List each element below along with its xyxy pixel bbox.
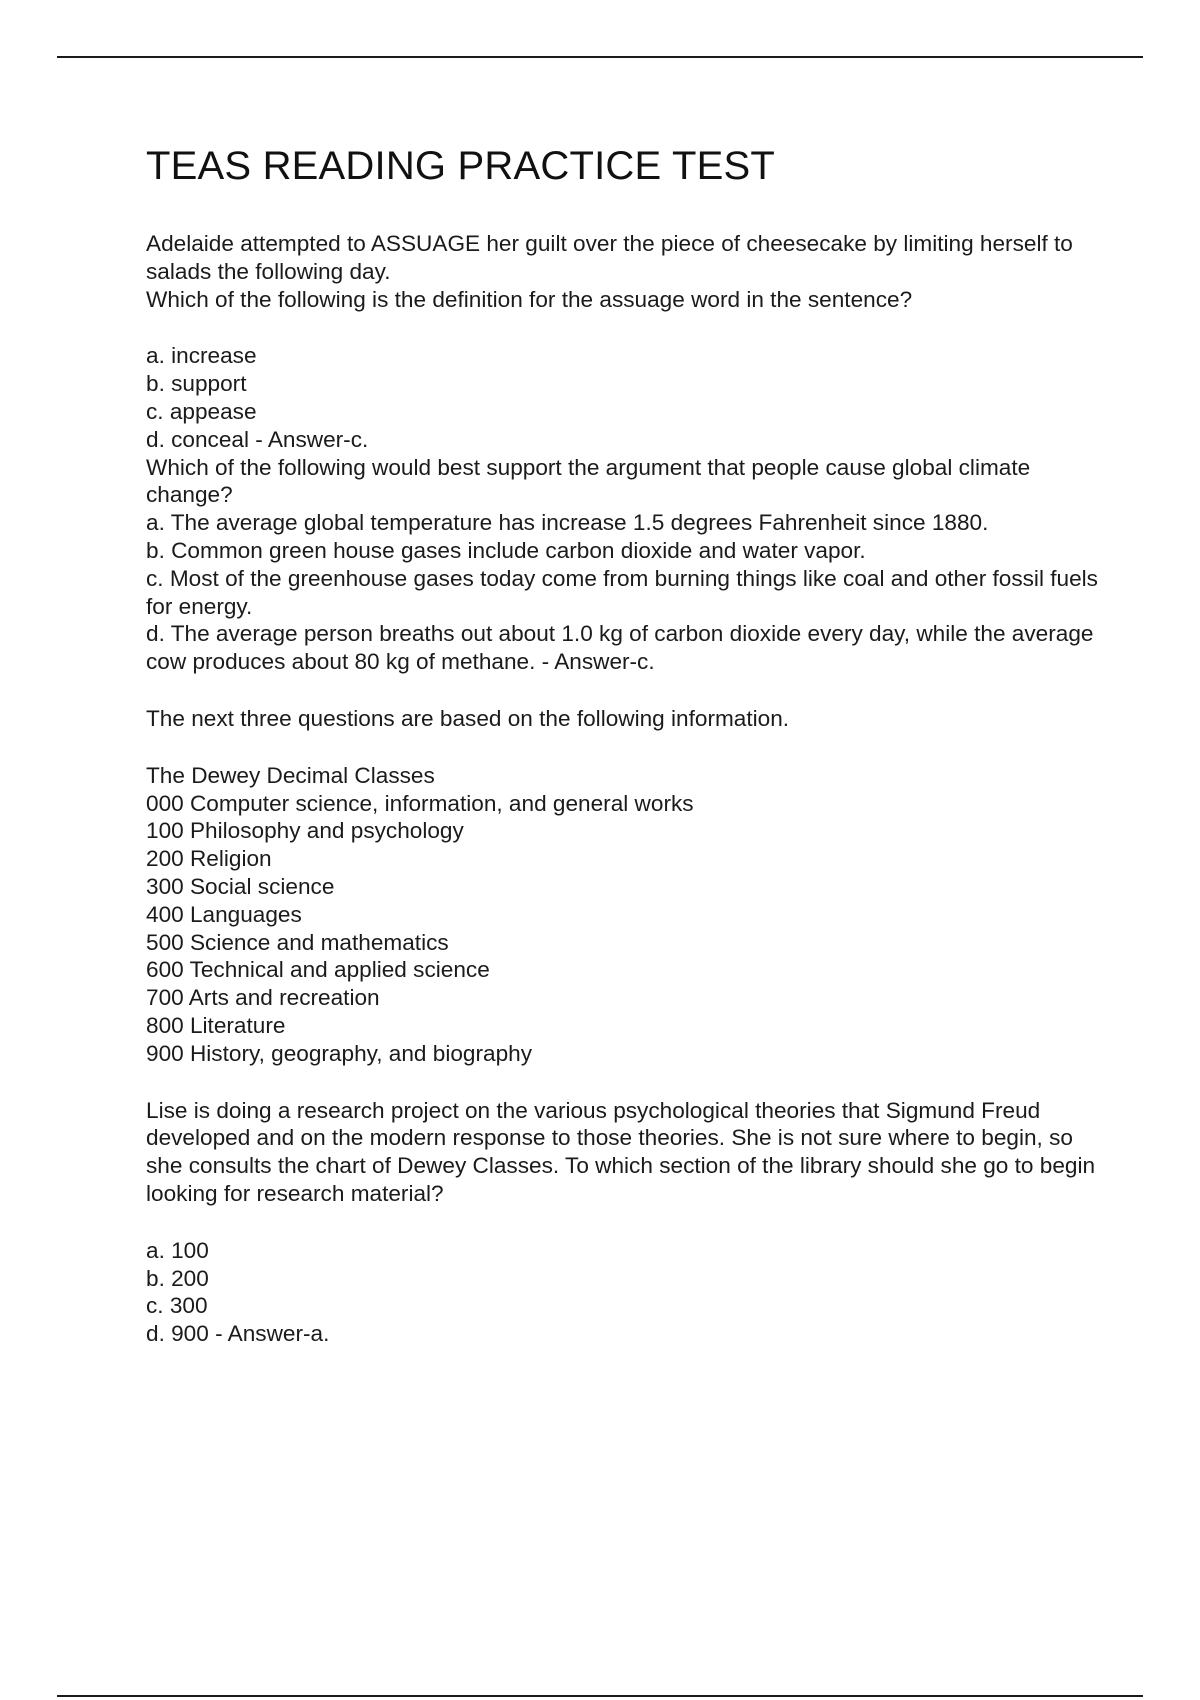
dewey-class: 300 Social science <box>146 873 335 899</box>
dewey-heading: The Dewey Decimal Classes <box>146 762 435 788</box>
dewey-class: 200 Religion <box>146 846 272 872</box>
question-1-sentence: Adelaide attempted to ASSUAGE her guilt over the piece of cheesecake by limiting herself to salads the following day. <box>146 231 1073 284</box>
question-1-option-b: b. support <box>146 371 247 397</box>
dewey-class: 900 History, geography, and biography <box>146 1040 533 1066</box>
info-intro <box>146 705 1106 733</box>
question-2-option-d: d. The average person breaths out about 1.0 kg of carbon dioxide every day, while the average cow produces about 80 kg of methane. - Answer-c. <box>146 621 1094 675</box>
question-3-options <box>146 1237 1106 1348</box>
question-3-stem <box>146 1097 1106 1208</box>
document-body <box>146 142 1106 1348</box>
page-title: TEAS READING PRACTICE TEST <box>146 144 776 188</box>
question-2-option-b: b. Common green house gases include carbon dioxide and water vapor. <box>146 537 866 563</box>
dewey-class: 600 Technical and applied science <box>146 957 490 983</box>
info-intro-text: The next three questions are based on the following information. <box>146 705 790 731</box>
dewey-classes <box>146 762 1106 1068</box>
question-1-stem <box>146 230 1106 313</box>
question-1-prompt: Which of the following is the definition for the assuage word in the sentence? <box>146 286 913 312</box>
question-1-option-c: c. appease <box>146 398 257 424</box>
question-1-option-a: a. increase <box>146 343 257 369</box>
question-2-option-a: a. The average global temperature has increase 1.5 degrees Fahrenheit since 1880. <box>146 510 989 536</box>
top-rule <box>57 56 1143 58</box>
dewey-class: 800 Literature <box>146 1012 286 1038</box>
question-1-options <box>146 342 1106 453</box>
question-2 <box>146 454 1106 676</box>
question-3-option-a: a. 100 <box>146 1237 209 1263</box>
question-3-stem-text: Lise is doing a research project on the various psychological theories that Sigmund Freud developed and on the modern response to those theories. She is not sure where to begin, so she consults the chart of Dewey Classes. To which section of the library should she go to begin looking for research material? <box>146 1097 1096 1206</box>
question-2-stem: Which of the following would best support the argument that people cause global climate change? <box>146 454 1031 508</box>
dewey-class: 100 Philosophy and psychology <box>146 818 464 844</box>
question-3-option-c: c. 300 <box>146 1293 208 1319</box>
question-1-option-d: d. conceal - Answer-c. <box>146 426 369 452</box>
question-2-option-c: c. Most of the greenhouse gases today come from burning things like coal and other fossil fuels for energy. <box>146 565 1098 619</box>
dewey-class: 400 Languages <box>146 901 302 927</box>
question-3-option-b: b. 200 <box>146 1265 209 1291</box>
question-3-option-d: d. 900 - Answer-a. <box>146 1321 330 1347</box>
dewey-class: 500 Science and mathematics <box>146 929 449 955</box>
bottom-rule <box>57 1695 1143 1697</box>
dewey-class: 000 Computer science, information, and general works <box>146 790 694 816</box>
dewey-class: 700 Arts and recreation <box>146 985 380 1011</box>
